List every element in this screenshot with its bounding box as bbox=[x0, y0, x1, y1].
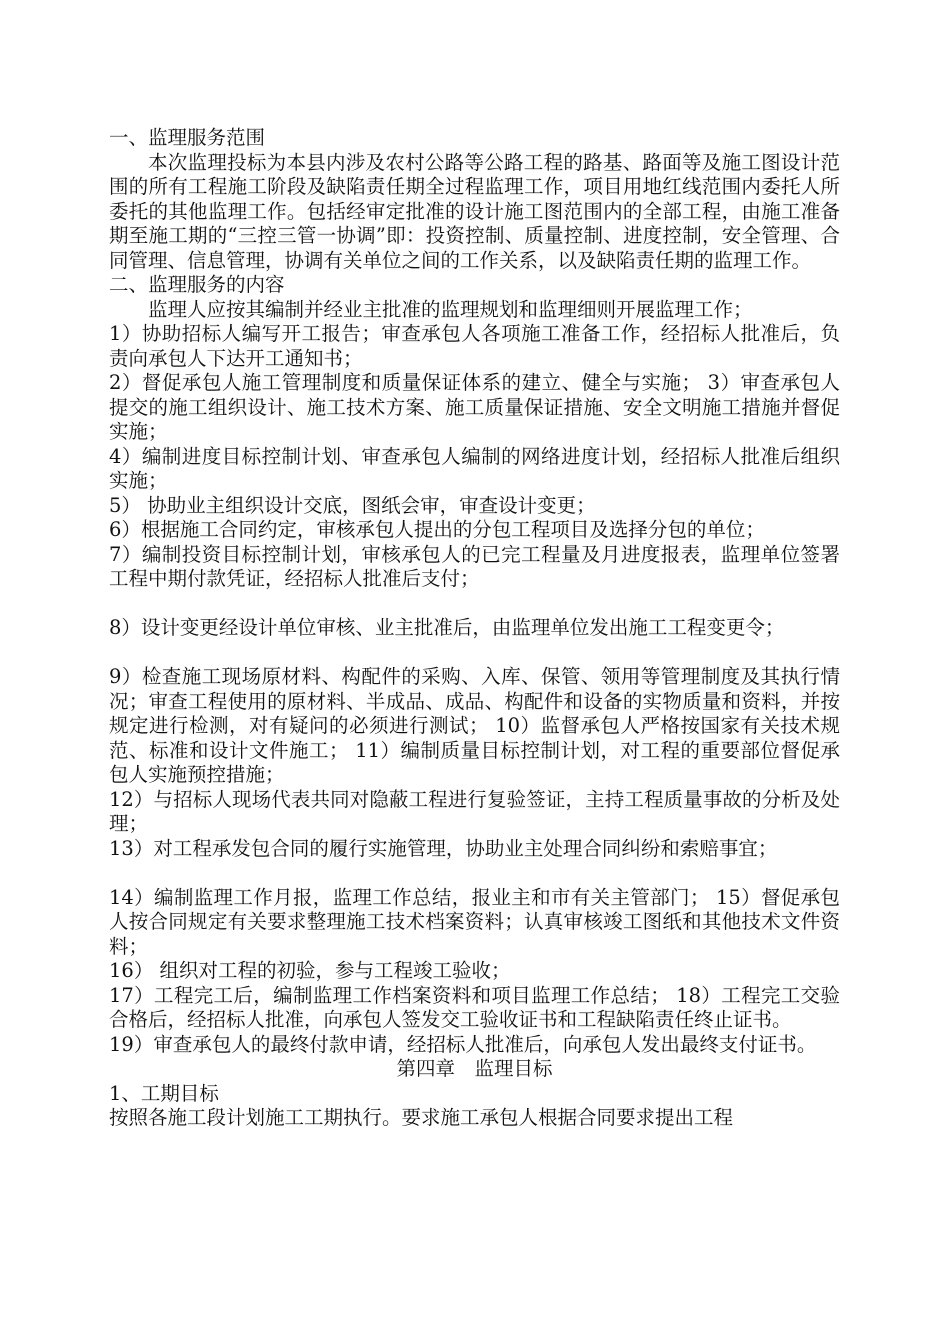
list-item: 14）编制监理工作月报，监理工作总结，报业主和市有关主管部门； 15）督促承包人按合同规定有关要求整理施工技术档案资料；认真审核竣工图纸和其他技术文件资料； bbox=[109, 885, 840, 958]
schedule-goal-paragraph: 按照各施工段计划施工工期执行。要求施工承包人根据合同要求提出工程 bbox=[109, 1106, 734, 1129]
list-item: 8）设计变更经设计单位审核、业主批准后，由监理单位发出施工工程变更令； bbox=[109, 616, 785, 639]
list-item: 6）根据施工合同约定，审核承包人提出的分包工程项目及选择分包的单位； bbox=[109, 518, 765, 541]
list-item: 13）对工程承发包合同的履行实施管理，协助业主处理合同纠纷和索赔事宜； bbox=[109, 836, 778, 860]
list-item: 19）审查承包人的最终付款申请，经招标人批准后，向承包人发出最终支付证书。 bbox=[109, 1032, 817, 1056]
list-item: 5） 协助业主组织设计交底，图纸会审，审查设计变更； bbox=[109, 493, 596, 517]
list-item: 1）协助招标人编写开工报告；审查承包人各项施工准备工作，经招标人批准后，负责向承包人下达开工通知书； bbox=[109, 322, 840, 370]
scope-paragraph: 本次监理投标为本县内涉及农村公路等公路工程的路基、路面等及施工图设计范围的所有工程施工阶段及缺陷责任期全过程监理工作，项目用地红线范围内委托人所委托的其他监理工作。包括经审定批准的设计施工图范围内的全部工程，由施工准备期至施工期的“三控三管一协调”即：投资控制、质量控制、进度控制，安全管理、合同管理、信息管理，协调有关单位之间的工作关系，以及缺陷责任期的监理工作。 bbox=[109, 150, 840, 272]
chapter-title: 第四章 监理目标 bbox=[396, 1057, 553, 1080]
list-item: 17）工程完工后，编制监理工作档案资料和项目监理工作总结； 18）工程完工交验合格后，经招标人批准，向承包人签发交工验收证书和工程缺陷责任终止证书。 bbox=[109, 983, 840, 1031]
subheading-schedule-goal: 1、工期目标 bbox=[109, 1081, 219, 1105]
section-heading-content: 二、监理服务的内容 bbox=[109, 273, 285, 296]
list-item: 12）与招标人现场代表共同对隐蔽工程进行复验签证，主持工程质量事故的分析及处理； bbox=[109, 787, 840, 835]
section-heading-scope: 一、监理服务范围 bbox=[109, 126, 266, 149]
list-item: 2）督促承包人施工管理制度和质量保证体系的建立、健全与实施； 3）审查承包人提交的施工组织设计、施工技术方案、施工质量保证措施、安全文明施工措施并督促实施； bbox=[109, 371, 840, 443]
content-intro: 监理人应按其编制并经业主批准的监理规划和监理细则开展监理工作； bbox=[148, 297, 753, 321]
document-page bbox=[109, 126, 840, 1131]
list-item: 9）检查施工现场原材料、构配件的采购、入库、保管、领用等管理制度及其执行情况；审查工程使用的原材料、半成品、成品、构配件和设备的实物质量和资料，并按规定进行检测，对有疑问的必须进行测试； 10）监督承包人严格按国家有关技术规范、标准和设计文件施工； 11）编制质量目标控制计划，对工程的重要部位督促承包人实施预控措施； bbox=[109, 665, 840, 786]
list-item: 7）编制投资目标控制计划，审核承包人的已完工程量及月进度报表，监理单位签署工程中期付款凭证，经招标人批准后支付； bbox=[109, 542, 840, 590]
list-item: 16） 组织对工程的初验，参与工程竣工验收； bbox=[109, 959, 511, 982]
list-item: 4）编制进度目标控制计划、审查承包人编制的网络进度计划，经招标人批准后组织实施； bbox=[109, 444, 840, 492]
